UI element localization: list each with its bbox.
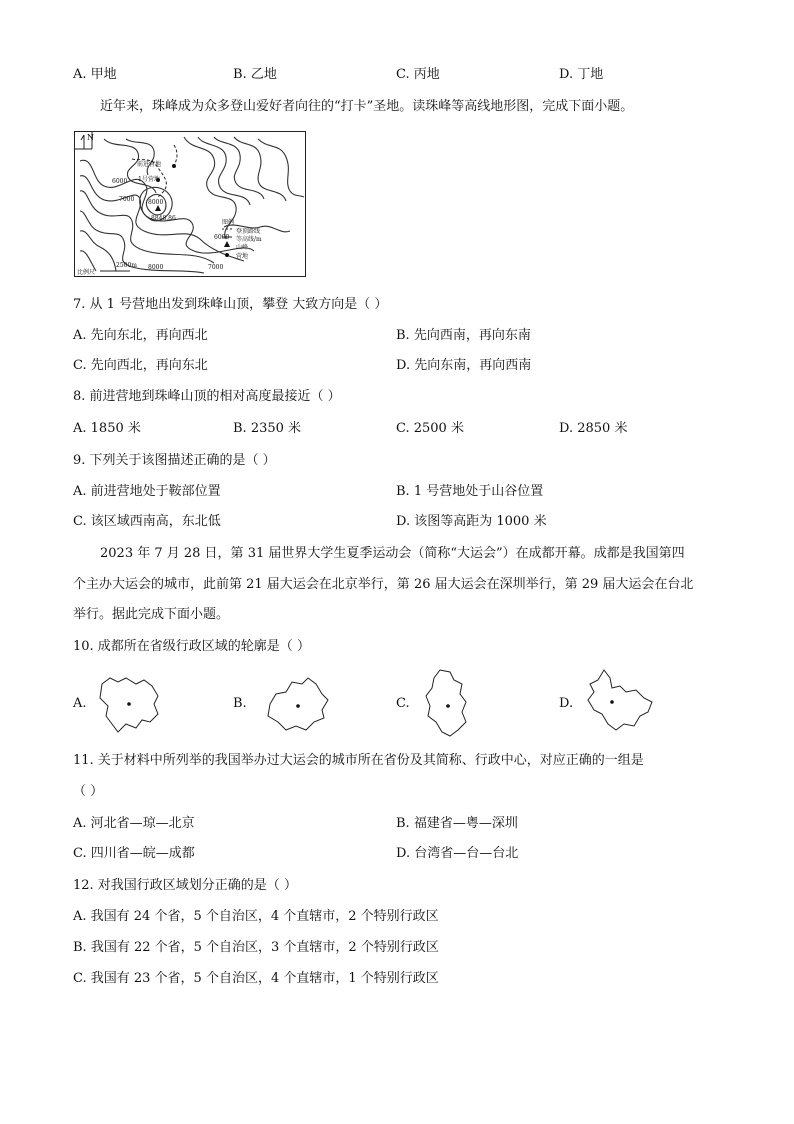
scale-value: 2500m [116, 262, 137, 269]
legend-title: 图例 [222, 219, 235, 226]
q10-option-b-label: B. [233, 696, 247, 711]
intro-paragraph-2-line-2: 个主办大运会的城市，此前第 21 届大运会在北京举行，第 26 届大运会在深圳举行，第 29 届大运会在台北 [73, 577, 694, 592]
intro-paragraph-2-line-1: 2023 年 7 月 28 日，第 31 届世界大学生夏季运动会（简称“大运会”）在成都开幕。成都是我国第四 [100, 546, 685, 561]
legend-contour: 等高线/m [236, 236, 262, 243]
q9-option-d: D. 该图等高距为 1000 米 [396, 514, 547, 529]
q8-stem: 8. 前进营地到珠峰山顶的相对高度最接近（ ） [73, 389, 341, 404]
q9-option-a: A. 前进营地处于鞍部位置 [73, 484, 221, 499]
legend-contour-value: 6000 [214, 234, 230, 241]
q12-option-c: C. 我国有 23 个省，5 个自治区，4 个直辖市，1 个特别行政区 [73, 971, 439, 986]
peak-elevation-label: 8848.86 [151, 215, 176, 222]
q8-option-b: B. 2350 米 [233, 421, 302, 436]
province-outline-c [420, 666, 472, 740]
q12-option-a: A. 我国有 24 个省，5 个自治区，4 个直辖市，2 个特别行政区 [73, 909, 439, 924]
intro-paragraph-2-line-3: 举行。据此完成下面小题。 [73, 607, 230, 622]
q8-option-c: C. 2500 米 [396, 421, 464, 436]
q6-option-a: A. 甲地 [73, 67, 117, 82]
q8-option-d: D. 2850 米 [559, 421, 628, 436]
q7-option-c: C. 先向西北，再向东北 [73, 358, 208, 373]
contour-map-figure [74, 131, 306, 277]
q7-option-d: D. 先向东南，再向西南 [396, 358, 532, 373]
q6-option-c: C. 丙地 [396, 67, 440, 82]
q11-option-b: B. 福建省—粤—深圳 [396, 816, 518, 831]
q7-option-a: A. 先向东北，再向西北 [73, 328, 208, 343]
q7-stem: 7. 从 1 号营地出发到珠峰山顶，攀登 大致方向是（ ） [73, 297, 388, 312]
q11-stem-bracket: （ ） [73, 784, 104, 799]
legend-route: 登顶路线 [236, 228, 261, 235]
camp1-label: 1号营地 [138, 176, 160, 183]
q9-option-b: B. 1 号营地处于山谷位置 [396, 484, 544, 499]
q10-option-c-label: C. [396, 696, 410, 711]
q11-stem: 11. 关于材料中所列举的我国举办过大运会的城市所在省份及其简称、行政中心，对应正确的一组是 [73, 753, 644, 768]
province-outline-a [96, 674, 164, 736]
contour-label-8000: 8000 [148, 199, 164, 206]
contour-label-6000: 6000 [112, 178, 128, 185]
q9-option-c: C. 该区域西南高，东北低 [73, 514, 221, 529]
q10-option-d-label: D. [559, 696, 574, 711]
q6-option-d: D. 丁地 [559, 67, 604, 82]
contour-label-7000: 7000 [119, 196, 135, 203]
north-label: N [87, 133, 94, 142]
scale-label: 比例尺 [77, 269, 96, 276]
province-outline-b [262, 674, 332, 734]
q10-stem: 10. 成都所在省级行政区域的轮廓是（ ） [73, 639, 310, 654]
q8-option-a: A. 1850 米 [73, 421, 141, 436]
q10-option-a-label: A. [73, 696, 87, 711]
legend-camp: 营地 [236, 253, 249, 260]
q6-option-b: B. 乙地 [233, 67, 277, 82]
q9-stem: 9. 下列关于该图描述正确的是（ ） [73, 453, 276, 468]
contour-label-8000-bottom: 8000 [148, 264, 164, 271]
q11-option-a: A. 河北省—琼—北京 [73, 816, 195, 831]
contour-label-7000-bottom: 7000 [208, 264, 224, 271]
q11-option-d: D. 台湾省—台—台北 [396, 846, 519, 861]
q11-option-c: C. 四川省—皖—成都 [73, 846, 195, 861]
q7-option-b: B. 先向西南，再向东南 [396, 328, 531, 343]
intro-paragraph-1: 近年来，珠峰成为众多登山爱好者向往的“打卡”圣地。读珠峰等高线地形图，完成下面小题。 [100, 99, 634, 114]
contour-map [74, 131, 306, 277]
legend-peak: 山峰 [236, 244, 249, 251]
province-outline-d [582, 664, 658, 740]
q12-option-b: B. 我国有 22 个省，5 个自治区，3 个直辖市，2 个特别行政区 [73, 940, 439, 955]
forward-camp-label: 前进营地 [137, 161, 162, 168]
q12-stem: 12. 对我国行政区域划分正确的是（ ） [73, 878, 297, 893]
